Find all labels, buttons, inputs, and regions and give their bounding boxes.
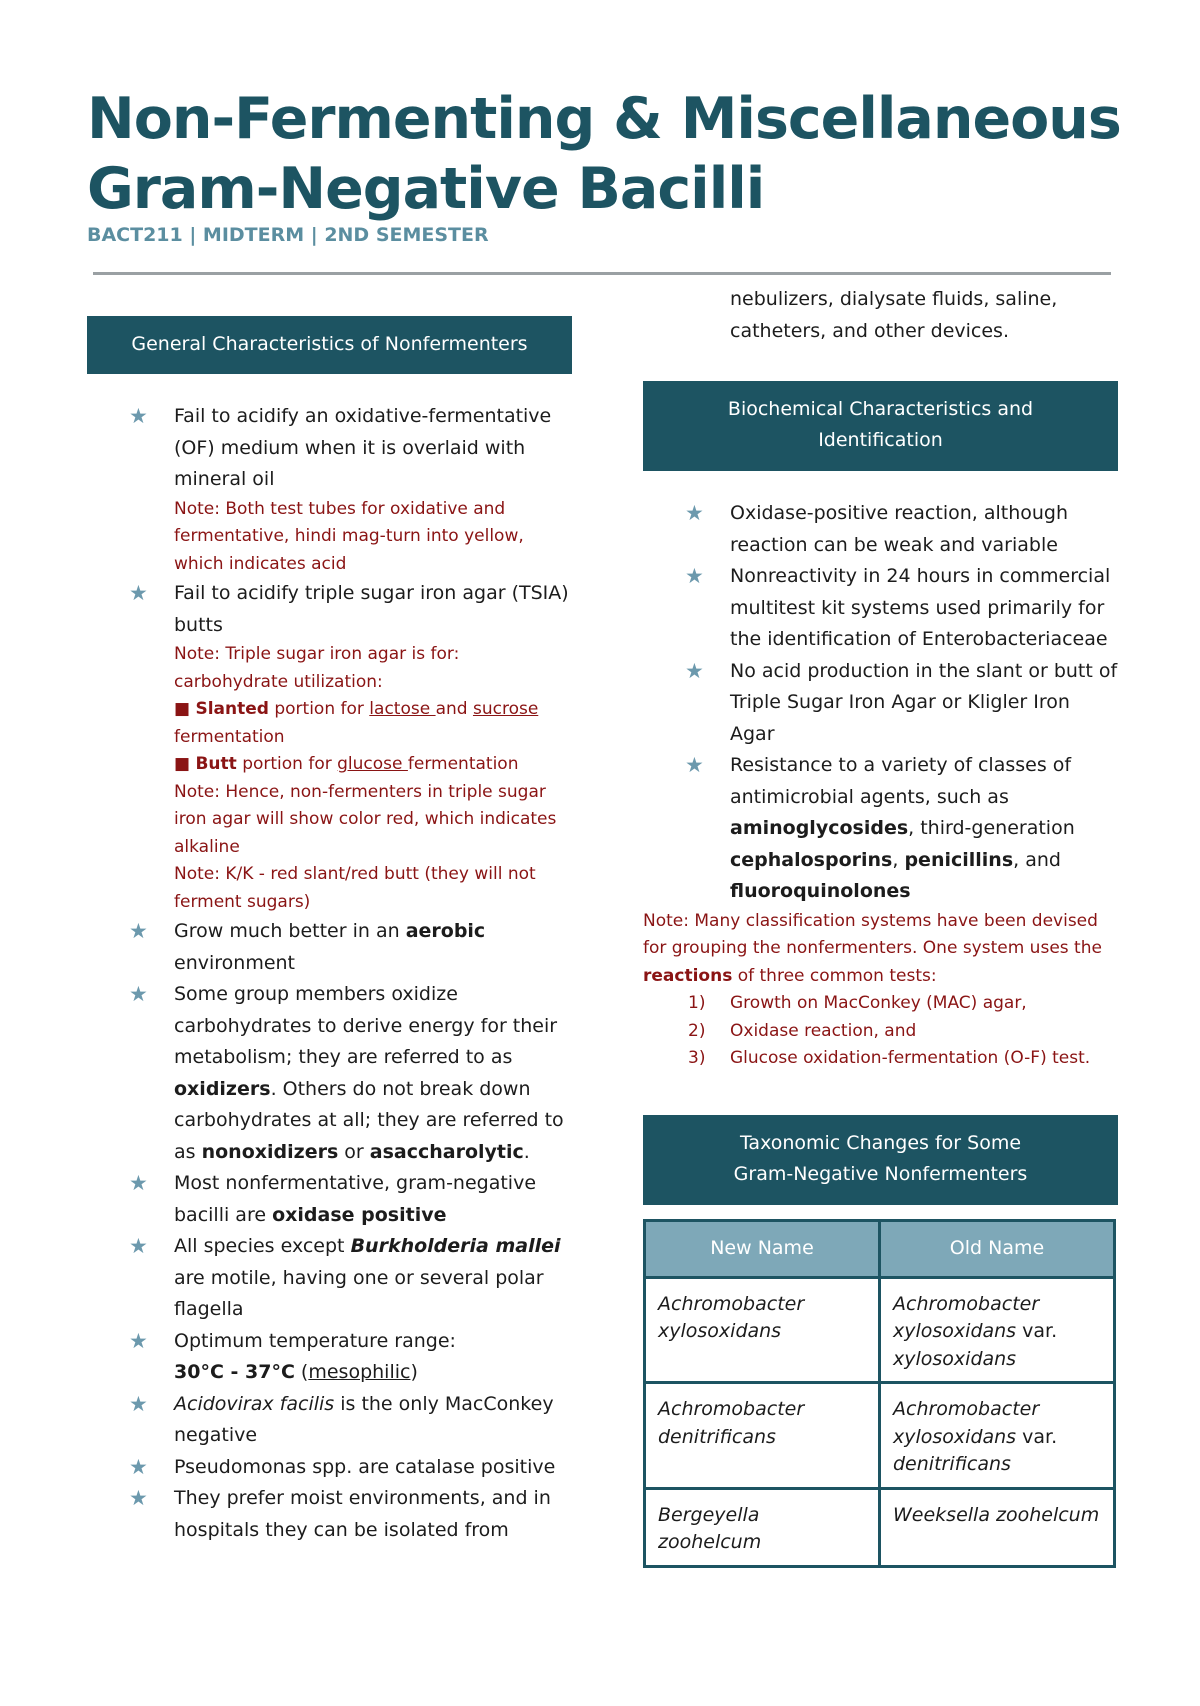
biochemical-characteristics-heading: Biochemical Characteristics and Identification	[643, 381, 1118, 471]
list-item: ★ Most nonfermentative, gram-negative bacilli are oxidase positive	[87, 1168, 572, 1231]
list-item: ★ Some group members oxidize carbohydrates to derive energy for their metabolism; they are referred to as oxidizers. Others do not break down carbohydrates at all; they are referred to as nonoxidizers or asaccharolytic.	[87, 979, 572, 1168]
list-item: ★ No acid production in the slant or butt of Triple Sugar Iron Agar or Kligler Iron Agar	[643, 656, 1118, 751]
table-cell: Achromobacter xylosoxidans var. denitrificans	[880, 1383, 1115, 1489]
list-item: ★ They prefer moist environments, and in hospitals they can be isolated from	[87, 1483, 572, 1546]
star-icon: ★	[129, 581, 148, 605]
list-item: ★ Oxidase-positive reaction, although reaction can be weak and variable	[643, 498, 1118, 561]
star-icon: ★	[685, 564, 704, 588]
list-item: ★ Pseudomonas spp. are catalase positive	[87, 1452, 572, 1484]
column-header-old-name: Old Name	[880, 1220, 1115, 1277]
list-item: ★ Grow much better in an aerobic environment	[87, 916, 572, 979]
square-icon: ■	[174, 754, 196, 774]
classification-note: Note: Many classification systems have been devised for grouping the nonfermenters. One system uses the reactions of three common tests:	[643, 910, 1102, 986]
table-row	[645, 1488, 1115, 1566]
note: Note: Both test tubes for oxidative and fermentative, hindi mag-turn into yellow, which indicates acid	[174, 498, 524, 574]
table-cell: Achromobacter xylosoxidans var. xylosoxidans	[880, 1277, 1115, 1383]
square-icon: ■	[174, 699, 196, 719]
list-item: ★ Optimum temperature range: 30°C - 37°C (mesophilic)	[87, 1326, 572, 1389]
star-icon: ★	[129, 1171, 148, 1195]
right-column	[643, 284, 1118, 1568]
column-header-new-name: New Name	[645, 1220, 880, 1277]
star-icon: ★	[685, 658, 704, 683]
taxonomy-table	[643, 1219, 1116, 1568]
star-icon: ★	[129, 404, 148, 428]
list-item: ★ Nonreactivity in 24 hours in commercial multitest kit systems used primarily for the identification of Enterobacteriaceae	[643, 561, 1118, 656]
table-cell: Weeksella zoohelcum	[880, 1488, 1115, 1566]
star-icon: ★	[129, 982, 148, 1006]
general-characteristics-list	[87, 401, 572, 1546]
star-icon: ★	[129, 1234, 148, 1258]
tests-list	[643, 990, 1118, 1073]
list-item: ★ All species except Burkholderia mallei are motile, having one or several polar flagella	[87, 1231, 572, 1326]
course-subtitle: BACT211 | MIDTERM | 2ND SEMESTER	[87, 224, 489, 246]
star-icon: ★	[129, 1328, 148, 1353]
biochemical-list	[643, 498, 1118, 908]
taxonomic-changes-heading: Taxonomic Changes for Some Gram-Negative Nonfermenters	[643, 1115, 1118, 1205]
sub-bullet: ■ Butt portion for glucose fermentation	[174, 754, 519, 774]
table-cell: Achromobacter xylosoxidans	[645, 1277, 880, 1383]
page-title	[87, 84, 1121, 224]
list-item: ★ Resistance to a variety of classes of antimicrobial agents, such as aminoglycosides, third-generation cephalosporins, penicillins, and fluoroquinolones	[643, 750, 1118, 908]
star-icon: ★	[685, 753, 704, 777]
header-divider	[93, 272, 1111, 275]
title-line-1: Non-Fermenting & Miscellaneous	[87, 86, 1121, 152]
list-item: 3) Glucose oxidation-fermentation (O-F) test.	[688, 1048, 1091, 1068]
star-icon: ★	[129, 919, 148, 943]
list-item: ★ Fail to acidify triple sugar iron agar (TSIA) butts Note: Triple sugar iron agar is for: carbohydrate utilization: ■ Slanted portion for lactose and sucrose fermentation ■ Butt portion for glucose fermentation Note: Hence, non-fermenters in triple sugar iron agar will show color red, which indicates alkaline Note: K/K - red slant/red butt (they will not ferment sugars)	[87, 578, 572, 916]
sub-bullet: ■ Slanted portion for lactose and sucrose fermentation	[174, 699, 539, 747]
list-item: 2) Oxidase reaction, and	[688, 1020, 917, 1041]
star-icon: ★	[129, 1486, 148, 1510]
table-row	[645, 1277, 1115, 1383]
title-line-2: Gram-Negative Bacilli	[87, 156, 765, 222]
star-icon: ★	[129, 1391, 148, 1416]
list-item: ★ Fail to acidify an oxidative-fermentative (OF) medium when it is overlaid with mineral oil Note: Both test tubes for oxidative and fermentative, hindi mag-turn into yellow, which indicates acid	[87, 401, 572, 578]
note: Note: Triple sugar iron agar is for: carbohydrate utilization: ■ Slanted portion for lactose and sucrose fermentation ■ Butt portion for glucose fermentation Note: Hence, non-fermenters in triple sugar iron agar will show color red, which indicates alkaline Note: K/K - red slant/red butt (they will not ferment sugars)	[174, 641, 572, 916]
general-characteristics-heading: General Characteristics of Nonfermenters	[87, 316, 572, 374]
table-header-row	[645, 1220, 1115, 1277]
list-item: 1) Growth on MacConkey (MAC) agar,	[688, 993, 1027, 1013]
table-row	[645, 1383, 1115, 1489]
star-icon: ★	[685, 501, 704, 525]
continued-text: nebulizers, dialysate fluids, saline, catheters, and other devices.	[730, 288, 1058, 342]
table-cell: Bergeyella zoohelcum	[645, 1488, 880, 1566]
list-item: ★ Acidovirax facilis is the only MacConkey negative	[87, 1389, 572, 1452]
left-column	[87, 316, 572, 1546]
star-icon: ★	[129, 1454, 148, 1479]
table-cell: Achromobacter denitrificans	[645, 1383, 880, 1489]
